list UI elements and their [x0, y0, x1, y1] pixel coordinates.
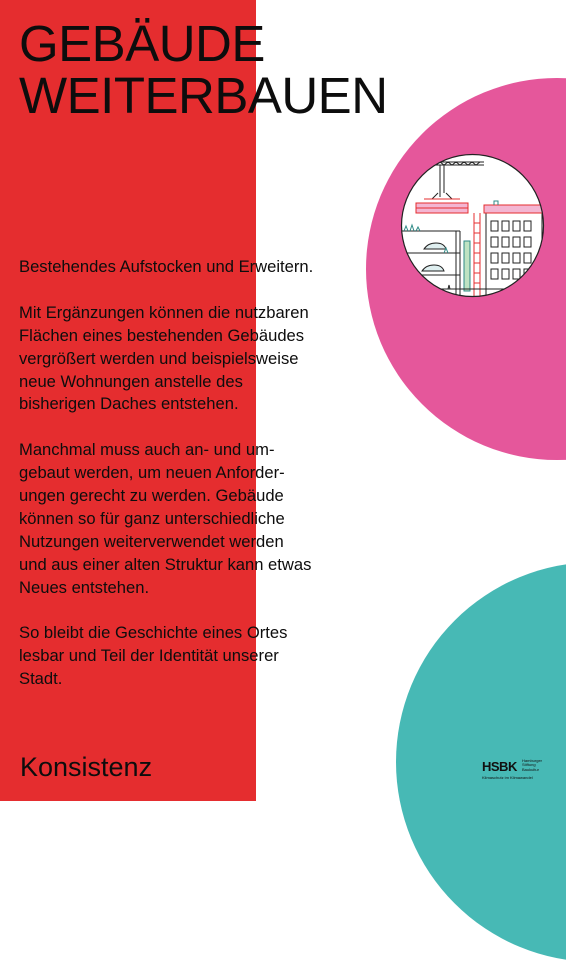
- logo-tagline: Klimaschutz im Klimawandel: [482, 775, 533, 780]
- logo-line: Baukultur: [522, 766, 539, 772]
- hsbk-logo: [482, 757, 548, 781]
- logo-org-name: [522, 759, 552, 772]
- body-text: [19, 256, 391, 714]
- category-label: Konsistenz: [20, 752, 153, 782]
- paragraph-extensions: Mit Ergänzungen können die nutzbaren Flächen eines bestehenden Gebäudes vergrößert werden und beispielsweise neue Wohnungen anstelle des bisherigen Daches entstehen.: [19, 302, 309, 414]
- paragraph-identity: So bleibt die Geschichte eines Ortes lesbar und Teil der Identität unserer Stadt.: [19, 623, 288, 689]
- title-line-1: GEBÄUDE: [19, 15, 265, 72]
- logo-mark: HSBK: [482, 759, 517, 774]
- building-extension-illustration-icon: [394, 153, 551, 298]
- paragraph-conversion: Manchmal muss auch an- und um- gebaut werden, um neuen Anforder- ungen gerecht zu werden. Gebäude können so für ganz unterschiedliche Nutzungen weiterverwendet werden und aus einer alten Struktur kann etwas Neues entstehen.: [19, 440, 312, 597]
- title-line-2: WEITERBAUEN: [19, 67, 388, 124]
- page-title: [19, 15, 388, 124]
- logo-line: Hamburger: [522, 758, 543, 763]
- intro-paragraph: Bestehendes Aufstocken und Erweitern.: [19, 257, 314, 276]
- logo-line: Stiftung: [522, 762, 536, 768]
